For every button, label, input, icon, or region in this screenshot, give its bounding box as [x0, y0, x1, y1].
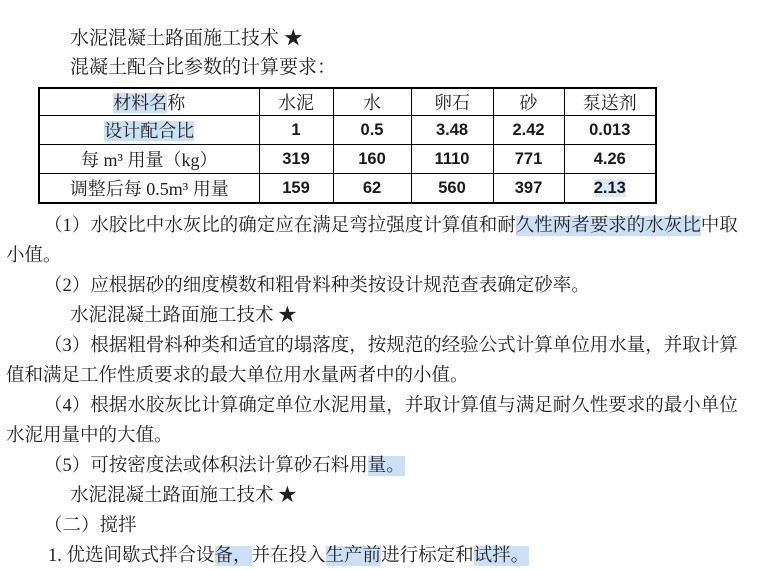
- mix-ratio-table: [38, 87, 657, 204]
- column-header: 卵石: [411, 88, 493, 116]
- paragraph-1-line-2: [0, 241, 760, 271]
- text-segment: （二）搅拌: [44, 516, 137, 536]
- text-segment: 中取: [700, 216, 738, 236]
- text-segment: 进行标定和: [381, 546, 474, 566]
- section-heading: 水泥混凝土路面施工技术 ★: [70, 28, 303, 49]
- table-value-cell: 3.48: [411, 116, 493, 145]
- section-heading-repeat-2: [0, 481, 760, 511]
- highlighted-text: 量。: [367, 456, 405, 476]
- subsection-heading-mixing: [0, 511, 760, 541]
- document-body: [0, 211, 760, 570]
- table-value-cell: 397: [493, 174, 564, 204]
- text-segment: （1）水胶比中水灰比的确定应在满足弯拉强度计算值和耐: [44, 216, 516, 236]
- paragraph-4-line-1: [0, 391, 760, 421]
- text-segment: （2）应根据砂的细度模数和粗骨料种类按设计规范查表确定砂率。: [44, 276, 590, 296]
- text-segment: 每 m³ 用量（kg）: [81, 150, 218, 170]
- table-row: [39, 174, 656, 204]
- list-item-1: [0, 541, 760, 570]
- column-header: 水: [333, 88, 411, 116]
- table-value-cell: 1110: [411, 145, 493, 174]
- table-value-cell: 560: [411, 174, 493, 204]
- paragraph-3-line-2: [0, 361, 760, 391]
- highlighted-text: 久性两者要求的水灰比: [515, 216, 701, 236]
- text-segment: 值和满足工作性质要求的最大单位用水量两者中的小值。: [6, 366, 469, 386]
- column-header: 水泥: [259, 88, 333, 116]
- table-value-cell: 0.013: [564, 116, 656, 145]
- text-segment: 水泥混凝土路面施工技术 ★: [70, 486, 297, 506]
- text-segment: 1. 优选间歇式拌合设: [48, 546, 215, 566]
- text-segment: 水泥用量中的大值。: [6, 426, 173, 446]
- text-segment: 称: [167, 93, 186, 113]
- row-label-cell: [39, 145, 259, 174]
- document-header: [0, 24, 760, 82]
- text-segment: （3）根据粗骨料种类和适宜的塌落度，按规范的经验公式计算单位用水量，并取计算: [44, 336, 738, 356]
- table-value-cell: 771: [493, 145, 564, 174]
- paragraph-1-line-1: [0, 211, 760, 241]
- paragraph-3-line-1: [0, 331, 760, 361]
- text-segment: 水泥混凝土路面施工技术 ★: [70, 306, 297, 326]
- table-value-cell: [564, 174, 656, 204]
- table-value-cell: 159: [259, 174, 333, 204]
- highlighted-text: 试拌。: [473, 546, 530, 566]
- row-label-cell: [39, 174, 259, 204]
- table-value-cell: 2.42: [493, 116, 564, 145]
- highlighted-text: 设计配合比: [104, 121, 195, 141]
- highlighted-text: 生产前: [325, 546, 382, 566]
- table-value-cell: 4.26: [564, 145, 656, 174]
- table-header-row: [39, 88, 656, 116]
- table-row: [39, 116, 656, 145]
- text-segment: 调整后每 0.5m³ 用量: [69, 179, 229, 199]
- table-value-cell: 1: [259, 116, 333, 145]
- table-value-cell: 319: [259, 145, 333, 174]
- intro-line: 混凝土配合比参数的计算要求：: [70, 57, 337, 78]
- text-segment: （4）根据水胶灰比计算确定单位水泥用量，并取计算值与满足耐久性要求的最小单位: [44, 396, 738, 416]
- row-label-cell: [39, 116, 259, 145]
- table-row: [39, 145, 656, 174]
- text-segment: （5）可按密度法或体积法计算砂石料用: [44, 456, 368, 476]
- table-value-cell: 0.5: [333, 116, 411, 145]
- paragraph-5: [0, 451, 760, 481]
- highlighted-text: 材料名: [113, 93, 168, 113]
- column-header: 砂: [493, 88, 564, 116]
- highlighted-text: 备，: [214, 546, 252, 566]
- table-value-cell: 62: [333, 174, 411, 204]
- column-header: 泵送剂: [564, 88, 656, 116]
- section-heading-repeat-1: [0, 301, 760, 331]
- text-segment: 小值。: [6, 246, 62, 266]
- highlighted-text: 2.13: [593, 178, 626, 197]
- paragraph-2: [0, 271, 760, 301]
- column-header-material-name: [39, 88, 259, 116]
- text-segment: 并在投入: [251, 546, 326, 566]
- paragraph-4-line-2: [0, 421, 760, 451]
- table-value-cell: 160: [333, 145, 411, 174]
